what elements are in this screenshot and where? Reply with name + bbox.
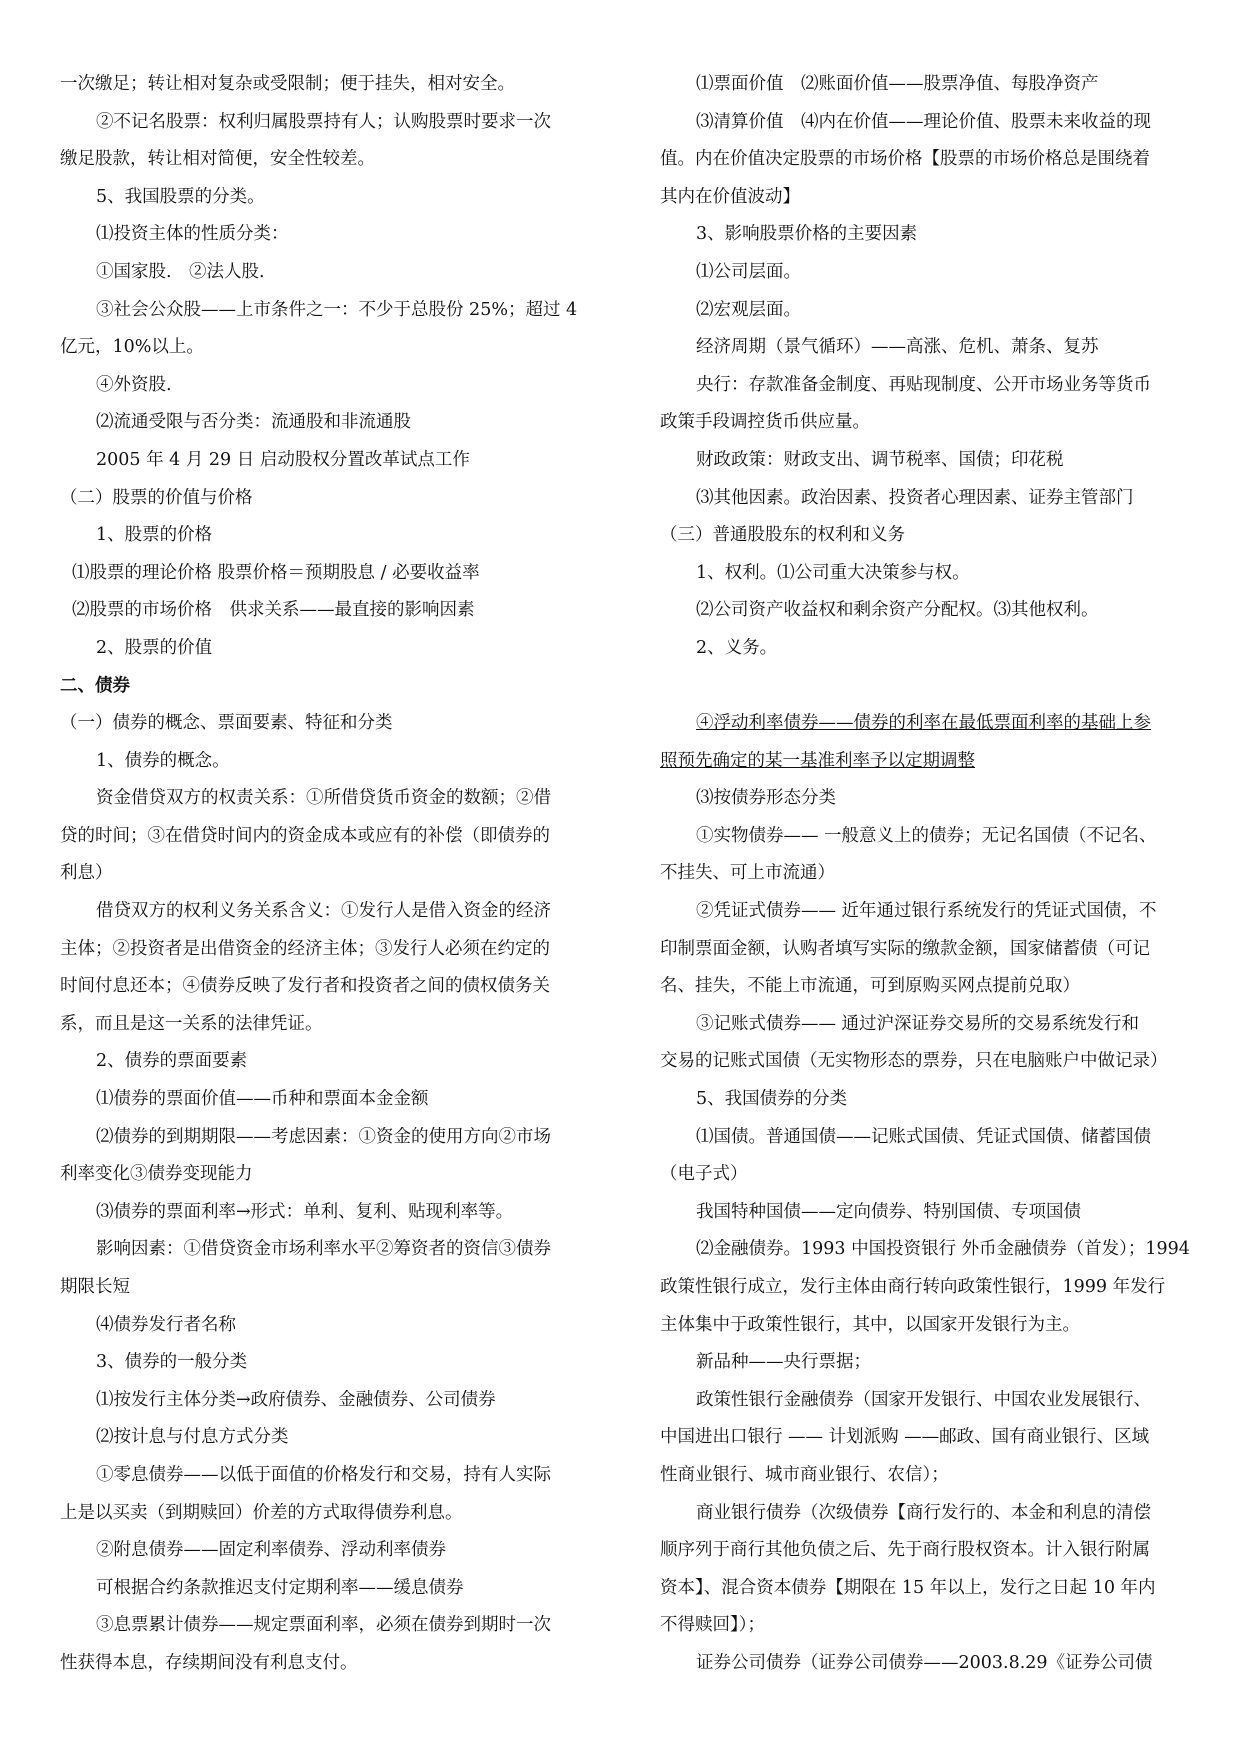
- text-line: ⑷债券发行者名称: [96, 1314, 236, 1335]
- text-line: 不挂失、可上市流通）: [660, 863, 835, 884]
- text-line: 利率变化③债券变现能力: [60, 1164, 253, 1185]
- text-line: （一）债券的概念、票面要素、特征和分类: [60, 713, 393, 734]
- text-line: 影响因素：①借贷资金市场利率水平②筹资者的资信③债券: [96, 1239, 551, 1260]
- text-line: 性获得本息，存续期间没有利息支付。: [60, 1652, 358, 1673]
- text-line: 期限长短: [60, 1277, 130, 1297]
- text-line: ⑶按债券形态分类: [696, 788, 836, 809]
- text-line: 2005 年 4 月 29 日 启动股权分置改革试点工作: [96, 449, 470, 470]
- text-line: 贷的时间；③在借贷时间内的资金成本或应有的补偿（即债券的: [60, 825, 550, 846]
- text-line: 1、债券的概念。: [96, 750, 230, 771]
- text-line: ①国家股. ②法人股.: [96, 261, 265, 282]
- text-line: 性商业银行、城市商业银行、农信）；: [660, 1464, 949, 1485]
- text-line: 新品种——央行票据；: [696, 1352, 871, 1373]
- text-line: 政策手段调控货币供应量。: [660, 412, 870, 433]
- text-line: 资金借贷双方的权责关系：①所借贷货币资金的数额；②借: [96, 788, 551, 809]
- text-line: ⑴公司层面。: [696, 261, 801, 282]
- text-line: 时间付息还本；④债券反映了发行者和投资者之间的债权债务关: [60, 976, 550, 997]
- text-line: 证券公司债券（证券公司债券——2003.8.29《证券公司债: [696, 1652, 1153, 1673]
- text-line: 一次缴足；转让相对复杂或受限制；便于挂失，相对安全。: [60, 74, 515, 94]
- text-line: 2、义务。: [696, 637, 778, 658]
- text-line: 顺序列于商行其他负债之后、先于商行股权资本。计入银行附属: [660, 1540, 1150, 1561]
- text-line: ①实物债券—— 一般意义上的债券；无记名国债（不记名、: [696, 825, 1157, 846]
- text-line: 政策性银行成立，发行主体由商行转向政策性银行，1999 年发行: [660, 1277, 1166, 1297]
- text-line: 主体；②投资者是出借资金的经济主体；③发行人必须在约定的: [60, 938, 550, 959]
- text-line: 其内在价值波动】: [660, 186, 800, 207]
- text-line: ①零息债券——以低于面值的价格发行和交易，持有人实际: [96, 1464, 551, 1485]
- text-line: ④浮动利率债券——债券的利率在最低票面利率的基础上参: [696, 713, 1151, 734]
- text-line: 照预先确定的某一基准利率予以定期调整: [660, 750, 975, 771]
- text-line: ⑴股票的理论价格 股票价格＝预期股息 / 必要收益率: [72, 562, 480, 583]
- text-line: ⑶债券的票面利率→形式：单利、复利、贴现利率等。: [96, 1201, 514, 1222]
- text-line: 3、债券的一般分类: [96, 1352, 248, 1373]
- text-line: 5、我国债券的分类: [696, 1089, 848, 1110]
- text-line: 缴足股款，转让相对简便，安全性较差。: [60, 149, 375, 170]
- text-line: 印制票面金额，认购者填写实际的缴款金额，国家储蓄债（可记: [660, 938, 1150, 959]
- text-line: ②附息债券——固定利率债券、浮动利率债券: [96, 1540, 446, 1561]
- text-line: ⑵流通受限与否分类：流通股和非流通股: [96, 412, 411, 433]
- text-line: ⑵债券的到期期限——考虑因素：①资金的使用方向②市场: [96, 1126, 551, 1147]
- text-line: 值。内在价值决定股票的市场价格【股票的市场价格总是围绕着: [660, 149, 1150, 170]
- text-line: ②不记名股票：权利归属股票持有人；认购股票时要求一次: [96, 111, 551, 132]
- right-column: [660, 66, 1192, 1683]
- text-line: ④外资股.: [96, 374, 172, 395]
- text-line: ⑵按计息与付息方式分类: [96, 1427, 289, 1448]
- text-line: [660, 668, 1192, 706]
- text-line: 财政政策：财政支出、调节税率、国债；印花税: [696, 449, 1064, 470]
- text-line: 中国进出口银行 —— 计划派购 ——邮政、国有商业银行、区域: [660, 1427, 1150, 1448]
- text-line: ⑴投资主体的性质分类：: [96, 224, 289, 245]
- text-line: ⑶清算价值 ⑷内在价值——理论价值、股票未来收益的现: [696, 111, 1151, 132]
- text-line: ⑴票面价值 ⑵账面价值——股票净值、每股净资产: [696, 74, 1099, 94]
- text-line: 央行：存款准备金制度、再贴现制度、公开市场业务等货币: [696, 374, 1151, 395]
- text-line: ⑴国债。普通国债——记账式国债、凭证式国债、储蓄国债: [696, 1126, 1151, 1147]
- text-line: 名、挂失，不能上市流通，可到原购买网点提前兑取）: [660, 976, 1080, 997]
- text-line: 上是以买卖（到期赎回）价差的方式取得债券利息。: [60, 1502, 463, 1523]
- text-line: 3、影响股票价格的主要因素: [696, 224, 918, 245]
- text-line: ⑵宏观层面。: [696, 299, 801, 320]
- text-line: ③息票累计债券——规定票面利率，必须在债券到期时一次: [96, 1615, 551, 1636]
- text-line: 借贷双方的权利义务关系含义：①发行人是借入资金的经济: [96, 901, 551, 922]
- text-line: （二）股票的价值与价格: [60, 487, 253, 508]
- text-line: 5、我国股票的分类。: [96, 186, 265, 207]
- text-line: 1、股票的价格: [96, 525, 213, 546]
- text-line: ⑵金融债券。1993 中国投资银行 外币金融债券（首发）；1994: [696, 1239, 1190, 1260]
- text-line: 利息）: [60, 863, 113, 884]
- text-line: 资本】、混合资本债券【期限在 15 年以上，发行之日起 10 年内: [660, 1577, 1156, 1598]
- text-line: ⑴按发行主体分类→政府债券、金融债券、公司债券: [96, 1389, 496, 1410]
- text-line: ③记账式债券—— 通过沪深证券交易所的交易系统发行和: [696, 1013, 1140, 1034]
- text-line: 不得赎回】）；: [660, 1615, 765, 1636]
- text-line: 交易的记账式国债（无实物形态的票券，只在电脑账户中做记录）: [660, 1051, 1168, 1072]
- text-line: 系，而且是这一关系的法律凭证。: [60, 1013, 323, 1034]
- text-line: 我国特种国债——定向债券、特别国债、专项国债: [696, 1201, 1081, 1222]
- text-line: ③社会公众股——上市条件之一：不少于总股份 25%；超过 4: [96, 299, 578, 320]
- text-line: 经济周期（景气循环）——高涨、危机、萧条、复苏: [696, 337, 1099, 358]
- left-column: [60, 66, 590, 1683]
- text-line: （三）普通股股东的权利和义务: [660, 525, 905, 546]
- text-line: ⑵股票的市场价格 供求关系——最直接的影响因素: [72, 600, 475, 621]
- text-line: 2、股票的价值: [96, 637, 213, 658]
- text-line: ⑶其他因素。政治因素、投资者心理因素、证券主管部门: [696, 487, 1134, 508]
- text-line: ⑵公司资产收益权和剩余资产分配权。⑶其他权利。: [696, 600, 1099, 621]
- text-line: 亿元，10%以上。: [60, 337, 204, 358]
- text-line: 1、权利。⑴公司重大决策参与权。: [696, 562, 970, 583]
- text-line: （电子式）: [660, 1164, 748, 1185]
- section-heading: 二、债券: [60, 675, 130, 696]
- text-line: 可根据合约条款推迟支付定期利率——缓息债券: [96, 1577, 464, 1598]
- text-line: 2、债券的票面要素: [96, 1051, 248, 1072]
- text-line: ⑴债券的票面价值——币种和票面本金金额: [96, 1089, 429, 1110]
- text-line: 政策性银行金融债券（国家开发银行、中国农业发展银行、: [696, 1389, 1151, 1410]
- text-line: 主体集中于政策性银行，其中，以国家开发银行为主。: [660, 1314, 1080, 1335]
- text-line: ②凭证式债券—— 近年通过银行系统发行的凭证式国债，不: [696, 901, 1157, 922]
- text-line: 商业银行债券（次级债券【商行发行的、本金和利息的清偿: [696, 1502, 1151, 1523]
